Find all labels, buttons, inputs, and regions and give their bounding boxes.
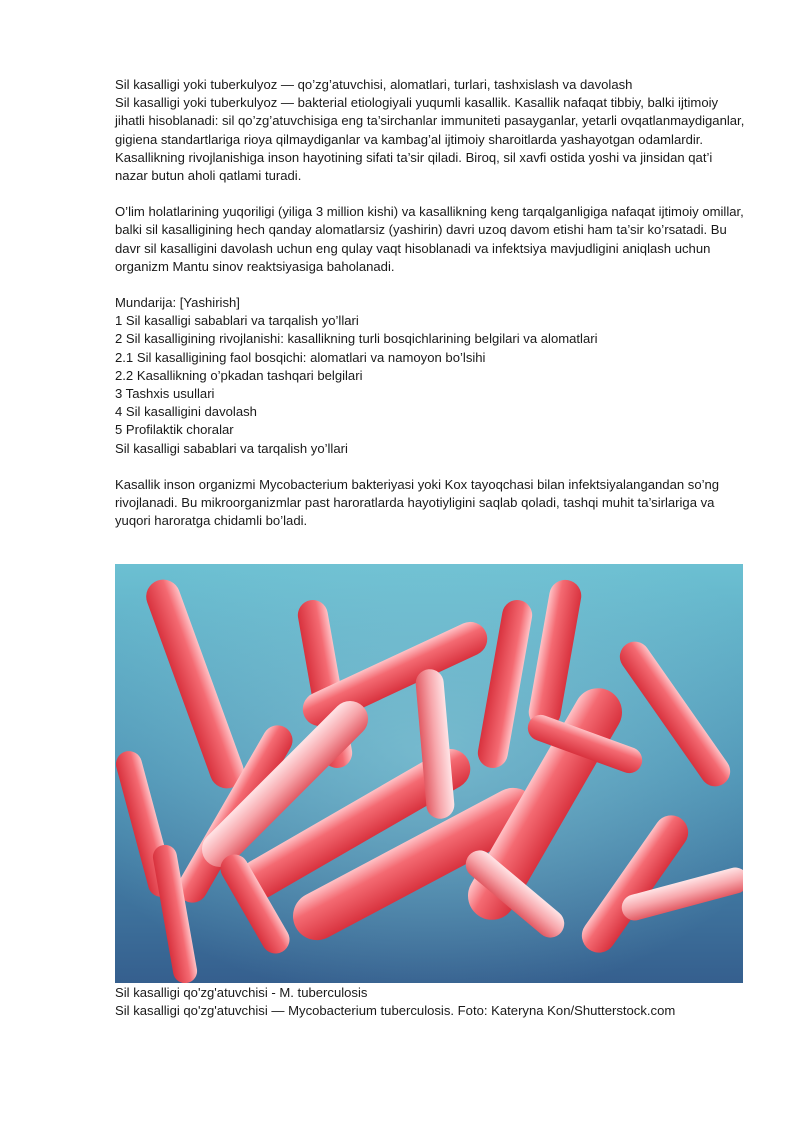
article-title: Sil kasalligi yoki tuberkulyoz — qo’zg’atuvchisi, alomatlari, turlari, tashxislash va davolash <box>115 77 633 92</box>
caption-long: Sil kasalligi qo'zg'atuvchisi — Mycobacterium tuberculosis. Foto: Kateryna Kon/Shutterstock.com <box>115 1003 676 1019</box>
bacteria-illustration <box>115 564 743 983</box>
intro-paragraph-2: O’lim holatlarining yuqoriligi (yiliga 3 million kishi) va kasallikning keng tarqalganligiga nafaqat ijtimoiy omillar, balki sil kasalligining hech qanday alomatlarsiz (yashirin) davri uzoq davom etishi ham ta’sir ko’rsatadi. Bu davr sil kasalligini davolash uchun eng qulay vaqt hisoblanadi va infektsiya mavjudligini aniqlash uchun organizm Mantu sinov reaktsiyasiga baholanadi. <box>115 204 744 274</box>
bacteria-image <box>115 564 743 983</box>
article-body <box>115 76 745 530</box>
toc-item-2[interactable]: 2 Sil kasalligining rivojlanishi: kasallikning turli bosqichlarining belgilari va alomatlari <box>115 331 598 347</box>
toc-item-1[interactable]: 1 Sil kasalligi sabablari va tarqalish yo’llari <box>115 313 359 329</box>
section-heading: Sil kasalligi sabablari va tarqalish yo’llari <box>115 440 348 456</box>
caption-short: Sil kasalligi qo'zg'atuvchisi - M. tuberculosis <box>115 985 368 1000</box>
toc-item-4[interactable]: 4 Sil kasalligini davolash <box>115 404 257 420</box>
toc-header[interactable]: Mundarija: [Yashirish] <box>115 295 240 311</box>
figure-caption <box>115 984 745 1020</box>
toc-item-2-1[interactable]: 2.1 Sil kasalligining faol bosqichi: alomatlari va namoyon bo’lsihi <box>115 349 486 365</box>
toc-item-2-2[interactable]: 2.2 Kasallikning o’pkadan tashqari belgilari <box>115 367 363 383</box>
toc-item-3[interactable]: 3 Tashxis usullari <box>115 386 215 402</box>
toc-item-5[interactable]: 5 Profilaktik choralar <box>115 422 234 438</box>
section-paragraph: Kasallik inson organizmi Mycobacterium bakteriyasi yoki Kox tayoqchasi bilan infektsiyalangandan so’ng rivojlanadi. Bu mikroorganizmlar past haroratlarda hayotiyligini saqlab qoladi, tashqi muhit ta’sirlariga va yuqori haroratga chidamli bo’ladi. <box>115 476 720 529</box>
intro-paragraph-1: Sil kasalligi yoki tuberkulyoz — bakterial etiologiyali yuqumli kasallik. Kasallik nafaqat tibbiy, balki ijtimoiy jihatli hisoblanadi: sil qo’zg’atuvchisiga eng ta’sirchanlar immuniteti pasayganlar, yetarli ovqatlanmaydiganlar, gigiena standartlariga rioya qilmaydiganlar va kambag’al ijtimoiy sharoitlarda yashayotgan odamlardir. Kasallikning rivojlanishiga inson hayotining sifati ta’sir qiladi. Biroq, sil xavfi ostida yoshi va jinsidan qat’i nazar butun aholi qatlami turadi. <box>115 95 745 184</box>
